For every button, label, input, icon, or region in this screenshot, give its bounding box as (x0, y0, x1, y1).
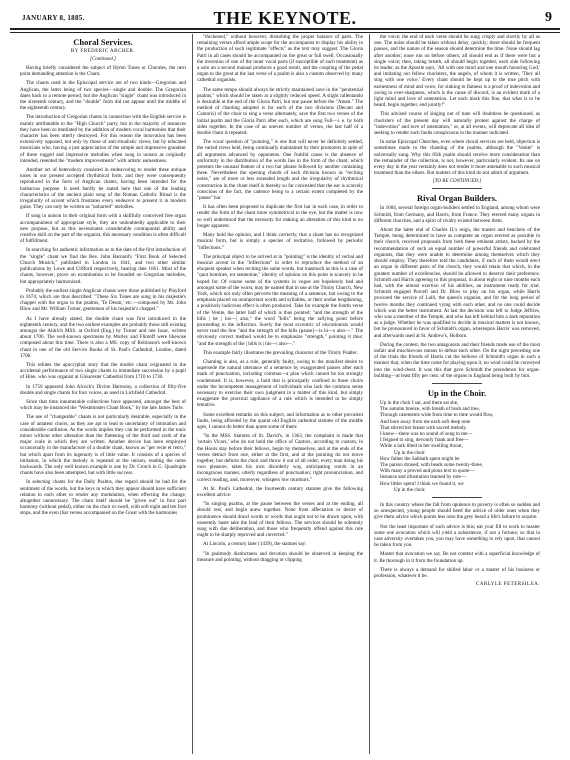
paragraph: Since that time innumerable collections have appeared, amongst the best of which may be instanced the "Westminster Chant Book," by the late James Turle. (20, 398, 186, 412)
paragraph: It has often been proposed to duplicate the first bar in each case, in order to render the form of the chant more symmetrical to the eye, but the matter is now so well understood that the necessity for making an alteration of this kind is no longer apparent. (197, 204, 363, 229)
poem-line: Instance and illustration learned by rote— (380, 474, 466, 481)
paragraph: This advised course of singing out of tune will doubtless be questioned, as choristers of the present day will naturally protest against the charge of "indevotion" and love of ostentation," or, at all events, will deprecate all idea of seeking to render such faults conspicuous in the manner indicated. (374, 111, 540, 137)
quoted-statute: "In the MSS. Statutes of St. David's, in 1363, the complaint is made that 'certain Vicars,' who do not hold the office of Cantors, according to custom, in the Hours stay before their fellows, begin by themselves, and at the ends of the verses detract from one, either at the first, and at the pointing do not move together, but deform the choir and throw it out of all order; every man doing his own pleasure, takes his own disorderly way, anticipating words in an incongruous manner, utterly regardless of punctuation; right pronunciation, and correct reading, and, moreover, whispers low murmurs." (197, 433, 363, 483)
paragraph: Probably the earliest single Anglican chants were those published by Playford in 1674, which are thus described: "These Six Tunes are sung in his majestie's chappel with the organ to the psalms, 'Te Deum,' etc.—composed by Mr. John Blow and Mr. William Turner, gentlemen of his majestie's chappel." (20, 287, 186, 313)
paragraph: This refutes the apocryphal story that the double chant originated in the accidental performance of two single chants in immediate succession by a pupil of Hine, who was organist at Gloucester Cathedral from 1710 to 1730. (20, 361, 186, 381)
poem-refrain: Up in the choir. (394, 449, 426, 456)
paragraph: As I have already stated, the double chant was first introduced in the eighteenth century, and the two earliest examples are probably those still existing amongst the Aldrich MSS. at Oxford (Eng.) by Turner and one Isaac, written about 1706. The well-known specimens by Morley and Flintoff were likewise composed about this time. There is also a MS. copy of Robinson's well-known chant in one of the old Service Books of St. Paul's Cathedral, London, dated 1706. (20, 315, 186, 359)
issue-date: JANUARY 8, 1885. (22, 14, 85, 22)
poem-line: Through casements wide from time to time would flow, (380, 412, 494, 419)
publication-title: THE KEYNOTE. (213, 8, 357, 28)
paragraph: Master that avocation we say. Be not content with a superficial knowledge of it. Be thorough in it from the foundation up. (374, 551, 540, 564)
paragraph: At Lincoln, a century later (1439), the statutes say: (203, 541, 307, 548)
poem-line: While a lark lilted in her swelling throat, (380, 443, 463, 450)
poem-line: I feigned to sing, devoutly frank and free— (380, 437, 469, 444)
paragraph: This example fairly illustrates the prevailing character of the Trinity Psalter. (203, 349, 358, 356)
poem-refrain: Up in the choir. (394, 486, 426, 493)
article-title: Choral Services. (73, 37, 133, 47)
paragraph: Some excellent remarks on this subject, and information as to other prevalent faults, being afforded by the quaint old English cathedral statutes of the middle ages, I cannot do better than quote some of them: (197, 411, 363, 430)
poem-line: Up in the choir I sat, and there sat she, (380, 399, 459, 406)
paragraph: In searching for authentic information as to the date of the first introduction of the "single" chant we find the Rev. John Barnard's "First Book of Selected Church Musick," published in London in 1641, and two other similar publications by Lowe and Clifford respectively, bearing date 1661. Most of the chants, however, prove on examination to be founded on Gregorian melodies, but appropriately harmonized. (20, 247, 186, 285)
paragraph: The introduction of Gregorian chants in connection with the English service is mainly attributable to the "High Church" party, but in the majority of instances they have been so mutilated by the addition of modern vocal harmonies that their character has been utterly destroyed. For this reason the innovation has been extensively opposed, not only by those of anti-ritualistic views, but by educated musicians who, having a just appreciation of the simple and impressive grandeur of these rugged and impressive melodies when sung in unison as originally intended, resented the "modern improvements" with artistic earnestness. (20, 114, 186, 164)
quoted-statute: "In singing psalms, at the pause between the verses and at the ending, all should rest, and begin anew together. None from affectation or desire of prominence should drawl words or words that ought not to be drawn upon, with unseemly haste take the lead of their fellows. The services should be solemnly sung with due deliberation, and those who frequently offend against this rule ought to be sharply reproved and corrected." (197, 501, 363, 539)
paragraph: Many hold the opinion, and I think correctly, that a chant has no recognized musical form, but is simply a species of recitative, followed by periodic "inflections." (197, 232, 363, 251)
newspaper-page (10, 8, 560, 754)
quoted-statute: the voice; the end of each verse should be sung crisply and shortly by all as one. The noise should be taken without delay, quickly; there should be frequent pauses, and the nature of the season should determine the time. None should lag after another; none run on before others; all should end as if there were but a single voice; then, taking breath, all should begin together, each side following its leader, as the Apostle says, 'All with one mind and one mouth honoring God,' and imitating our fellow choristers, the angels, of whom it is written, 'They all sing with one voice.' Every chant should be kept up to the true pitch with earnestness of mind and voice, for sinking to flatness is a proof of indevotion and owing to over-sharpness, which is the cause of discord, is an evident mark of a light mind and love of ostentation. Let each mark this fine, that what is to be heard, begin together, end jointly!" (374, 34, 540, 109)
section-divider (432, 497, 482, 498)
paragraph: The same tempo should always be strictly maintained save in the "penitential psalms," which should be taken at a slightly reduced speed. A slight rallentando is desirable at the end of the Gloria Patri, but one pause before the "Amen." The method of chanting adopted is for each of the two divisions (Decani and Cantoris) of the choir to sing a verse alternately, save the first two verses of the initial psalm and the Gloria Patri after each, which are sung Full—i. e. by both sides together. In the case of an uneven number of verses, the last half of a double chant is repeated. (197, 86, 363, 137)
column-divider (192, 34, 193, 754)
to-be-continued-note: [TO BE CONTINUED.] (432, 179, 482, 185)
paragraph: During the contest, the two antagonists and their friends made use of the most unfair and mischievous means to defeat each other. On the night preceding one of the trials the friends of Harris cut the bellows of Schmidt's organ in such a manner that, when the time came for playing upon it, no wind could be conveyed into the wind-chest. It was this that gave Schmidt the precedence for organ-building—at least fifty per cent. of the organs in England being built by him. (374, 341, 540, 379)
poem-line: The parson droned, with heads some twenty-three, (380, 461, 483, 468)
columns (20, 34, 554, 754)
article-title: Rival Organ Builders. (416, 193, 498, 204)
paragraph: In 1684, several foreign organ-builders settled in England, among whom were Schmidt, from Germany, and Harris, from France. They erected many organs in different churches, and a spirit of rivalry existed between them. (374, 205, 540, 224)
poem-title: Up in the Choir. (427, 387, 487, 398)
quoted-statute: "In psalmody distinctness and devotion should be observed in keeping the measure and pointing, without dragging or clipping (197, 550, 363, 563)
paragraph: "thickened," without however, disturbing the proper balance of parts. The remaining verses afford ample scope for the accompanist to display his ability in the production of such legitimate "effects" as the text may suggest. The Gloria Patri in all cases should be accompanied on the great or full swell. Occasionally the inversion of one of the inner vocal parts (if susceptible of such treatment) as a solo on a second manual produces a good result, and the coupling of the pedal organ to the great at the last verse of a psalm is also a custom observed by many cathedral organists. (197, 34, 363, 84)
paragraph: The principal object to be arrived at in "pointing" is the identity of verbal and musical accent in the "inflections" in order to reproduce the method of an eloquent speaker when reciting the same words, but inasmuch as this is a case of "quot homines, tot sententiae," identity of opinion on this point is scarcely to be hoped for. Of course some of the systems in vogue are hopelessly bad and amongst some of the worst, may be named that in use at the Trinity Church, New York, which not only often perverts the meaning of a sentence, but owing to the emphasis placed on unimportant words and syllables, or their undue lengthening, a positively ludicrous effect is often produced. Take for example the fourth verse of the Venite, the latter half of which is thus pointed: "and the strength of the hills | be | his—| also," the word "hills" being the rallying point before proceeding to the inflection. Surely the most eccentric of elocutionists would never read the line "and the strength of the hills (pause)—is hi—s also—." The obviously correct method would be to emphasize "strength," pointing it thus: "and the strength of the | hills is | his—| also—." (197, 253, 363, 347)
column-divider (369, 34, 370, 754)
column-1 (20, 34, 186, 754)
author-signature: CARLYLE PETERSILEA. (476, 582, 540, 588)
section-divider (432, 188, 482, 189)
paragraph: In some Episcopal Churches, even where choral services are held, objection is sometimes made to the chanting of the psalms, although the "Venite" is universally sung. Why this 85th psalm should receive more consideration than the remainder of the collection, is not, however, particularly evident. Its use on every day in the year certainly does not render it more amenable to such musical treatment than the others. But matters of this kind do not admit of argument. (374, 139, 540, 177)
paragraph: If sung in unison in their original form with a skillfully conceived free organ accompaniment of appropriate style, they are undoubtedly applicable to their new purpose, but as this necessitates considerable contrapuntal ability and creative skill on the part of the organist, this necessary condition is often difficult of fulfillment. (20, 213, 186, 245)
poem-line: The autumn breeze, with breath of bush and tree, (380, 406, 480, 413)
continued-note: [Continued.] (90, 57, 116, 62)
poem-line: And bore away from me each soft deep note (380, 418, 471, 425)
paragraph: Chanting is also, as a rule, generally faulty, owing to the manifest desire to supersede the natural utterance of a sentence by exaggerated pauses after each mark of punctuation, including commas—a plan which cannot be too strongly condemned. It is, however, a fault that is principally confined to those choirs under the incompetent management of individuals who lack the common sense necessary to exercise their own judgment in a matter of this kind, but simply exaggerate the practical appliance of a rule which is intended to be simply tentative. (197, 358, 363, 409)
paragraph: At St. Paul's Cathedral, the fourteenth century statutes give the following excellent advice: (197, 485, 363, 499)
masthead-rule (10, 32, 560, 33)
paragraph: Not the least important of such advice is this; eat your fill to work to master some one avocation which will yield a subsistence, if not a fortune; so that in case adversity overtakes you, you may have something to rely upon, that cannot be taken from you. (374, 523, 540, 549)
paragraph: In this country where the fall from opulence to poverty is often so sudden and so unexpected, young people should heed the advice of older ones when they give them advice which points less onto the grey beard a life's failure to acquire. (374, 502, 540, 521)
paragraph: Having briefly considered the subject of Hymn Tunes or Chorales, the next point demanding attention is the Chant. (20, 65, 186, 78)
paragraph: Another act of heterodoxy consisted in endeavoring to render these antique tones in our present accepted rhythmical form, and they were consequently reproduced in the form of Anglican chants, having been intended for the barbarous purpose. It need hardly be stated here that one of the leading characteristics of the ancient plain song of the Roman Catholic Ritual is the irregularity of accent which frustrates every endeavor to present it in modern guise. They can only be written as "unbarred" melodies. (20, 167, 186, 211)
poem-line: How littler spent! I think we found it, we (380, 480, 464, 487)
paragraph: The use of "changeable" chants is not particularly desirable, especially in the case of amateur choirs, as they are apt to lead to uncertainty of intonation and considerable confusion. As the words implies they can be performed in the tonic minor without other alteration than the flattening of the third and sixth of the major scale in which they are written. Another device has been employed occasionally in the manufacture of a double chant, known as "per recte et retro," but which apart from its ingenuity is of little value. It consists of a species of imitation, in which the melody is repeated at the unison, reading the notes backwards. The only well known example is one by Dr. Crotch in G. Quadruple chants have also been attempted, but with little success. (20, 414, 186, 477)
paragraph: In 1750 appeared John Alcock's Divine Harmony, a collection of fifty-five double and single chants for four voices, as used in Lichfield Cathedral. (20, 383, 186, 396)
paragraph: In selecting chants for the Daily Psalms, due regard should be had for the sentiment of the words, but the keys in which they appear should have sufficient relation to each other to render any modulation, when effecting the change, altogether unnecessary. The chant itself should be "given out" in four part harmony (without pedal), either on the choir or swell, with soft eight and ten foot stops, and the even (bar verses accompanied on the Great with the harmonies (20, 479, 186, 517)
paragraph: The chants used in the Episcopal service are of two kinds—Gregorian and Anglican, the latter being of two species—single and double. The Gregorian dates back to a remote period, but the Anglican "single" chant was introduced in the sixteenth century, and the "double" form did not appear until the middle of the eighteenth century. (20, 80, 186, 112)
poem (380, 400, 540, 493)
paragraph: The vocal question of "pointing," is one that will never be definitely settled, the varied views held, being continually maintained by their promoters in spite of all arguments advanced by opponents. One fruitful cause is the absence of uniformity in the distribution of the words lies in the form of the chant, which presents the unusual feature of a two bar phrase followed by another containing three. Nevertheless the opening chords of each division known as "reciting notes," are of more or less extended length and the irregularity of rhythmical construction in the chant itself is thereby so far concealed that the ear is scarcely conscious of the fact, the cadence being to a certain extent completed by the "pause" bar. (197, 139, 363, 202)
poem-line: That stirred her breast with sacred melody. (380, 424, 467, 431)
page-number: 9 (545, 10, 552, 25)
poem-line: With many a proved and pious text to quote— (380, 468, 475, 475)
masthead (10, 8, 560, 30)
column-2 (197, 34, 363, 754)
column-3 (374, 34, 540, 754)
paragraph: There is always a demand for skilled labor or a master of his business or profession, whatever it be. (374, 566, 540, 580)
poem-line: I knew—there was no sound of song to me— (380, 430, 473, 437)
paragraph: About the latter end of Charles II.'s reign, the master and benchers of the Temple, being determined to have as complete an organ erected as possible in their church, received proposals from both these eminent artists, backed by the recommendation of such an equal number of powerful friends and celebrated organists, that they were unable to determine among themselves which they should employ. They therefore told the candidates, if each of them would erect an organ in different parts of the church, they would retain that which, in the greatest number of excellencies, should be allowed to deserve their preference. Schmidt and Harris agreeing to this proposal, in about eight or nine months each had, with the utmost exertion of his abilities, an instrument ready for trial. Schmidt engaged Purcell and Dr. Blow to play on his organ, while Harris procured the service of Lulli, the queen's organist, and for the long period of twelve months they continued vying with each other, and no one could decide which was the better instrument. At last the decision was left to Judge Jeffries, who was a member of the Temple, and who has left behind him a dark reputation as a judge. Whether he was qualified to decide in musical matters is not known, but he pronounced in favor of Schmidt's organ, whereupon Harris' was removed, and afterwards used at St. Andrew's, Holborn. (374, 227, 540, 339)
poem-line: How father the Sabbath spent might be (380, 455, 460, 462)
section-divider (432, 383, 482, 384)
article-byline: BY FREDERIC ARCHER. (70, 49, 136, 54)
